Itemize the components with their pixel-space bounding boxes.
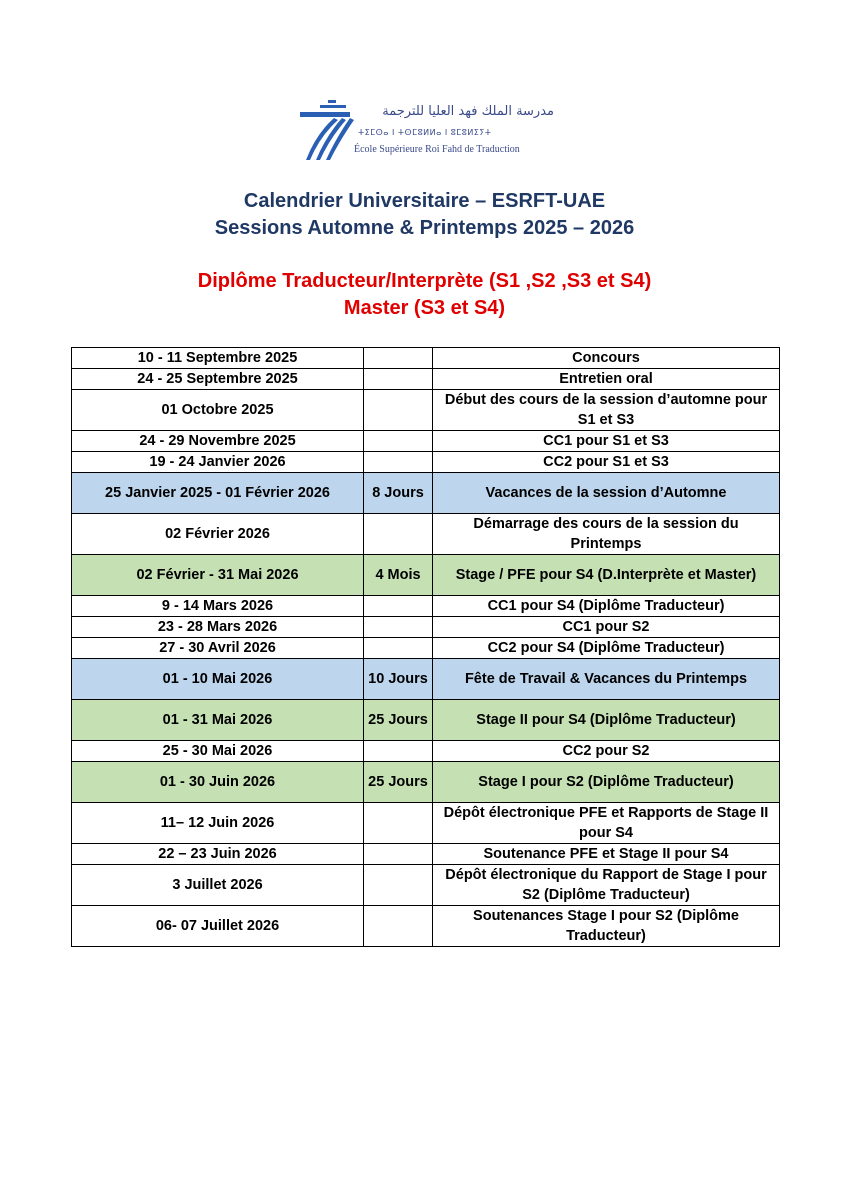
duration-cell: 8 Jours	[364, 473, 433, 514]
event-cell: CC1 pour S4 (Diplôme Traducteur)	[433, 596, 780, 617]
event-cell: Concours	[433, 348, 780, 369]
duration-cell	[364, 844, 433, 865]
date-cell: 02 Février 2026	[72, 514, 364, 555]
table-row	[72, 390, 780, 431]
duration-cell	[364, 369, 433, 390]
table-row	[72, 659, 780, 700]
date-cell: 9 - 14 Mars 2026	[72, 596, 364, 617]
event-cell: Stage II pour S4 (Diplôme Traducteur)	[433, 700, 780, 741]
date-cell: 01 - 10 Mai 2026	[72, 659, 364, 700]
calendar-table	[71, 347, 780, 947]
date-cell: 19 - 24 Janvier 2026	[72, 452, 364, 473]
table-row	[72, 514, 780, 555]
event-cell: Fête de Travail & Vacances du Printemps	[433, 659, 780, 700]
event-cell: Entretien oral	[433, 369, 780, 390]
table-row	[72, 638, 780, 659]
event-cell: Dépôt électronique du Rapport de Stage I pour S2 (Diplôme Traducteur)	[433, 865, 780, 906]
duration-cell	[364, 452, 433, 473]
date-cell: 10 - 11 Septembre 2025	[72, 348, 364, 369]
date-cell: 06- 07 Juillet 2026	[72, 906, 364, 947]
date-cell: 11– 12 Juin 2026	[72, 803, 364, 844]
table-row	[72, 452, 780, 473]
table-row	[72, 473, 780, 514]
logo-french-text: École Supérieure Roi Fahd de Traduction	[354, 144, 520, 155]
table-row	[72, 762, 780, 803]
table-row	[72, 431, 780, 452]
school-emblem-icon	[298, 98, 356, 164]
date-cell: 25 Janvier 2025 - 01 Février 2026	[72, 473, 364, 514]
duration-cell: 10 Jours	[364, 659, 433, 700]
event-cell: Stage I pour S2 (Diplôme Traducteur)	[433, 762, 780, 803]
event-cell: CC2 pour S2	[433, 741, 780, 762]
table-row	[72, 555, 780, 596]
table-row	[72, 617, 780, 638]
date-cell: 22 – 23 Juin 2026	[72, 844, 364, 865]
duration-cell: 4 Mois	[364, 555, 433, 596]
master-heading: Master (S3 et S4)	[343, 297, 506, 319]
page-subtitle-sessions: Sessions Automne & Printemps 2025 – 2026	[214, 217, 635, 239]
event-cell: Dépôt électronique PFE et Rapports de Stage II pour S4	[433, 803, 780, 844]
event-cell: Soutenance PFE et Stage II pour S4	[433, 844, 780, 865]
duration-cell	[364, 865, 433, 906]
duration-cell	[364, 348, 433, 369]
event-cell: Début des cours de la session d’automne pour S1 et S3	[433, 390, 780, 431]
school-logo	[298, 98, 558, 164]
event-cell: Soutenances Stage I pour S2 (Diplôme Traducteur)	[433, 906, 780, 947]
date-cell: 25 - 30 Mai 2026	[72, 741, 364, 762]
duration-cell: 25 Jours	[364, 762, 433, 803]
date-cell: 01 - 30 Juin 2026	[72, 762, 364, 803]
duration-cell	[364, 906, 433, 947]
table-row	[72, 596, 780, 617]
date-cell: 24 - 29 Novembre 2025	[72, 431, 364, 452]
event-cell: CC1 pour S1 et S3	[433, 431, 780, 452]
date-cell: 01 - 31 Mai 2026	[72, 700, 364, 741]
table-row	[72, 803, 780, 844]
logo-tifinagh-text: ⵜⵉⵎⵙⴰ ⵏ ⵜⵙⵎⵓⵍⵍⴰ ⵏ ⵓⵎⵓⵍⵉⵢⵜ	[358, 128, 492, 137]
event-cell: CC1 pour S2	[433, 617, 780, 638]
logo-arabic-text: مدرسة الملك فهد العليا للترجمة	[382, 104, 554, 119]
event-cell: CC2 pour S1 et S3	[433, 452, 780, 473]
table-row	[72, 741, 780, 762]
duration-cell	[364, 741, 433, 762]
table-row	[72, 906, 780, 947]
duration-cell	[364, 514, 433, 555]
table-row	[72, 369, 780, 390]
duration-cell	[364, 431, 433, 452]
date-cell: 01 Octobre 2025	[72, 390, 364, 431]
event-cell: Stage / PFE pour S4 (D.Interprète et Master)	[433, 555, 780, 596]
page-title: Calendrier Universitaire – ESRFT-UAE	[243, 190, 606, 212]
event-cell: CC2 pour S4 (Diplôme Traducteur)	[433, 638, 780, 659]
duration-cell	[364, 390, 433, 431]
date-cell: 02 Février - 31 Mai 2026	[72, 555, 364, 596]
date-cell: 24 - 25 Septembre 2025	[72, 369, 364, 390]
duration-cell	[364, 617, 433, 638]
table-row	[72, 700, 780, 741]
duration-cell	[364, 596, 433, 617]
date-cell: 23 - 28 Mars 2026	[72, 617, 364, 638]
date-cell: 3 Juillet 2026	[72, 865, 364, 906]
table-row	[72, 348, 780, 369]
duration-cell	[364, 638, 433, 659]
event-cell: Démarrage des cours de la session du Printemps	[433, 514, 780, 555]
table-row	[72, 865, 780, 906]
duration-cell: 25 Jours	[364, 700, 433, 741]
duration-cell	[364, 803, 433, 844]
table-row	[72, 844, 780, 865]
diploma-heading: Diplôme Traducteur/Interprète (S1 ,S2 ,S3 et S4)	[197, 270, 652, 292]
event-cell: Vacances de la session d’Automne	[433, 473, 780, 514]
date-cell: 27 - 30 Avril 2026	[72, 638, 364, 659]
